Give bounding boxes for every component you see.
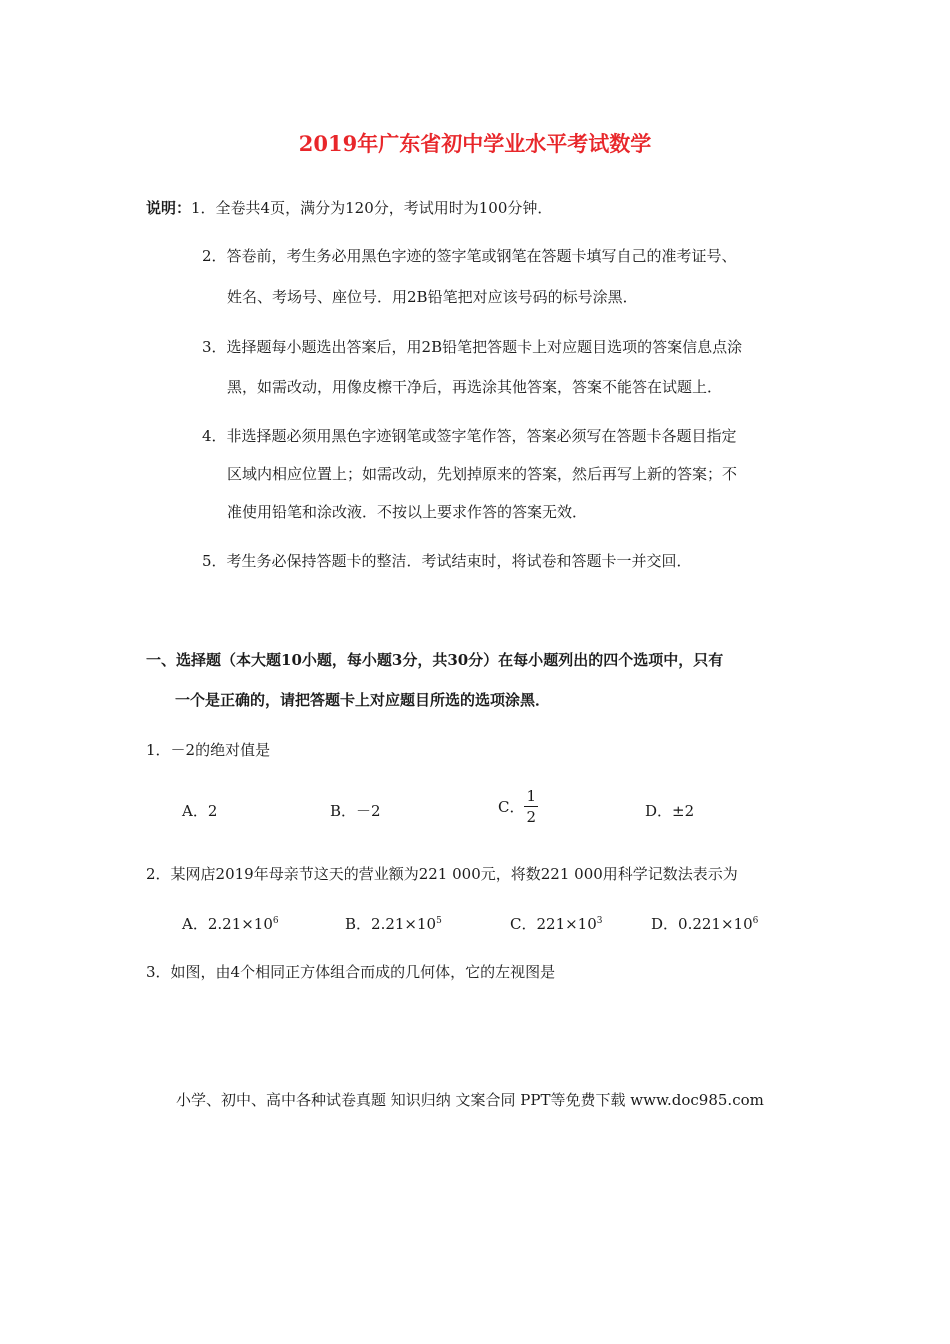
page-footer: 小学、初中、高中各种试卷真题 知识归纳 文案合同 PPT等免费下载 www.doc985.com	[176, 1091, 764, 1109]
instruction-item-5: 5．考生务必保持答题卡的整洁．考试结束时，将试卷和答题卡一并交回．	[202, 552, 692, 570]
question-2-option-c	[510, 914, 603, 934]
question-2-option-b-base: B．2.21×10	[345, 915, 437, 933]
question-2-option-a	[182, 914, 279, 934]
question-2-option-a-base: A．2.21×10	[182, 915, 273, 933]
instruction-item-3-line-1: 3．选择题每小题选出答案后，用2B铅笔把答题卡上对应题目选项的答案信息点涂	[202, 338, 743, 356]
question-2-option-c-exponent: 3	[596, 916, 603, 926]
question-1-option-d: D．±2	[645, 802, 695, 820]
question-1-option-a: A．2	[182, 802, 218, 820]
question-2-option-d-base: D．0.221×10	[651, 915, 753, 933]
fraction-numerator: 1	[526, 787, 537, 805]
fraction-one-half	[524, 786, 538, 827]
instruction-item-2-line-1: 2．答卷前，考生务必用黑色字迹的签字笔或钢笔在答题卡填写自己的准考证号、	[202, 247, 737, 265]
instruction-item-4-line-2: 区域内相应位置上；如需改动，先划掉原来的答案，然后再写上新的答案；不	[227, 465, 738, 483]
page-title: 2019年广东省初中学业水平考试数学	[298, 131, 652, 156]
instruction-item-1	[146, 198, 552, 218]
question-1-stem: 1．－2的绝对值是	[146, 741, 271, 759]
section-heading-line-1: 一、选择题（本大题10小题，每小题3分，共30分）在每小题列出的四个选项中，只有	[146, 651, 724, 669]
instruction-item-4-line-1: 4．非选择题必须用黑色字迹钢笔或签字笔作答，答案必须写在答题卡各题目指定	[202, 427, 737, 445]
instruction-item-1-text: 1．全卷共4页，满分为120分，考试用时为100分钟．	[191, 199, 553, 217]
section-heading-line-2: 一个是正确的，请把答题卡上对应题目所选的选项涂黑．	[175, 691, 551, 709]
question-2-option-b-exponent: 5	[436, 916, 442, 926]
question-2-option-d-exponent: 6	[752, 916, 759, 926]
question-2-option-d	[651, 914, 758, 934]
instructions-label: 说明：	[146, 199, 192, 217]
question-2-option-a-exponent: 6	[272, 916, 279, 926]
question-1-option-c	[498, 786, 538, 827]
instruction-item-3-line-2: 黑，如需改动，用像皮檫干净后，再选涂其他答案，答案不能答在试题上．	[227, 378, 723, 396]
question-2-stem: 2．某网店2019年母亲节这天的营业额为221 000元，将数221 000用科学记数法表示为	[146, 865, 738, 883]
fraction-denominator: 2	[526, 808, 537, 826]
question-1-option-b: B．－2	[330, 802, 381, 820]
question-2-option-c-base: C．221×10	[510, 915, 597, 933]
instruction-item-4-line-3: 准使用铅笔和涂改液．不按以上要求作答的答案无效．	[227, 503, 588, 521]
question-2-option-b	[345, 914, 442, 934]
question-1-option-c-prefix: C．	[498, 797, 525, 816]
question-3-stem: 3．如图，由4个相同正方体组合而成的几何体，它的左视图是	[146, 963, 556, 981]
instruction-item-2-line-2: 姓名、考场号、座位号．用2B铅笔把对应该号码的标号涂黑．	[227, 288, 638, 306]
